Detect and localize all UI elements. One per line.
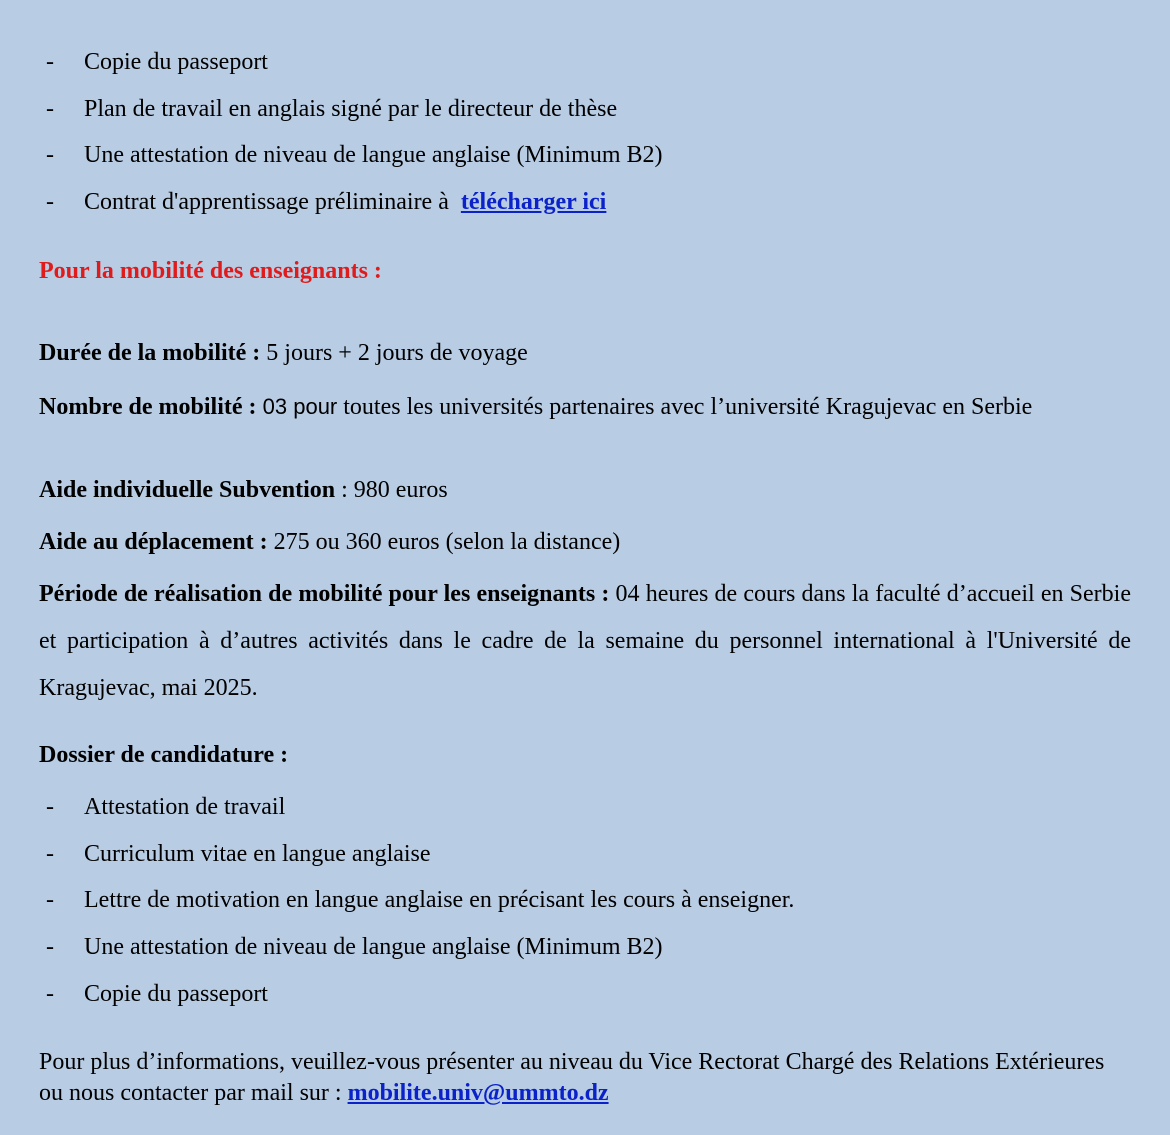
period-label: Période de réalisation de mobilité pour les enseignants : — [39, 581, 610, 607]
bullet-dash: - — [46, 934, 54, 961]
bullet-dash: - — [46, 887, 54, 914]
duration-line — [39, 338, 1131, 369]
list-item-text: Copie du passeport — [84, 49, 268, 75]
bullet-dash: - — [46, 189, 54, 216]
mobility-count-number: 03 pour — [256, 394, 338, 419]
travel-aid-value: 275 ou 360 euros (selon la distance) — [267, 529, 621, 555]
contact-text: Pour plus d’informations, veuillez-vous présenter au niveau du Vice Rectorat Chargé des Relations Extérieures ou nous contacter par mail sur : — [39, 1049, 1105, 1106]
mobility-count-line — [39, 391, 1131, 423]
contract-label: Contrat d'apprentissage préliminaire à — [84, 189, 461, 216]
application-file-heading: Dossier de candidature : — [39, 742, 289, 768]
mobility-count-label: Nombre de mobilité : — [39, 394, 257, 420]
travel-aid-label: Aide au déplacement : — [39, 529, 268, 555]
duration-label: Durée de la mobilité : — [39, 340, 261, 366]
bullet-dash: - — [46, 142, 54, 169]
list-item-text: Plan de travail en anglais signé par le directeur de thèse — [84, 95, 618, 122]
list-item-text — [84, 187, 606, 217]
teachers-mobility-heading: Pour la mobilité des enseignants : — [39, 258, 382, 284]
list-item-text: Curriculum vitae en langue anglaise — [84, 840, 431, 867]
bullet-dash: - — [46, 840, 54, 867]
bullet-dash: - — [46, 980, 54, 1007]
contact-paragraph — [39, 1047, 1131, 1109]
grant-label: Aide individuelle Subvention — [39, 477, 336, 503]
list-item-text: Copie du passeport — [84, 980, 268, 1007]
list-item-text: Une attestation de niveau de langue anglaise (Minimum B2) — [84, 142, 663, 169]
period-paragraph — [39, 571, 1131, 712]
bullet-dash: - — [46, 49, 54, 75]
period-value: 04 heures de cours dans la faculté d’accueil en Serbie et participation à d’autres activités dans le cadre de la semaine du personnel international à l'Université de Kragujevac, mai 2025. — [39, 581, 1131, 701]
list-item-text: Lettre de motivation en langue anglaise en précisant les cours à enseigner. — [84, 887, 795, 914]
grant-value: : 980 euros — [335, 477, 448, 503]
mobility-count-value: toutes les universités partenaires avec l’université Kragujevac en Serbie — [337, 394, 1033, 420]
grant-line — [39, 475, 1131, 506]
contact-email-link[interactable]: mobilite.univ@ummto.dz — [347, 1080, 609, 1106]
bullet-dash: - — [46, 95, 54, 122]
bullet-dash: - — [46, 794, 54, 820]
download-link[interactable]: télécharger ici — [460, 189, 607, 216]
duration-value: 5 jours + 2 jours de voyage — [260, 340, 528, 366]
travel-aid-line — [39, 527, 1131, 558]
list-item-text: Attestation de travail — [84, 794, 286, 820]
list-item-text: Une attestation de niveau de langue anglaise (Minimum B2) — [84, 934, 663, 961]
